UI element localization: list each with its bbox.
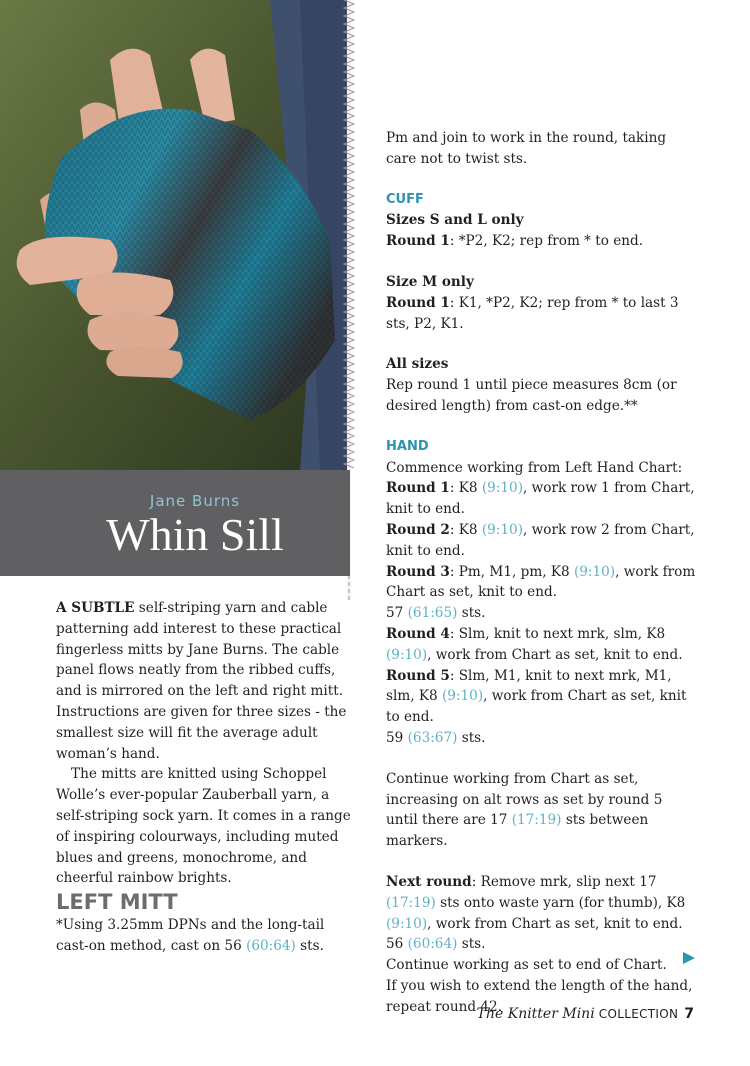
round-label: Round 5: [386, 667, 450, 684]
page-number: 7: [684, 1006, 694, 1022]
round-text: : Remove mrk, slip next 17: [471, 873, 657, 890]
count-sizes: (60:64): [407, 936, 458, 953]
left-mitt-heading: LEFT MITT: [56, 890, 178, 915]
count-text: sts.: [457, 605, 486, 622]
round-label: Round 1: [386, 233, 450, 250]
round-text: , work from Chart as set, knit to end.: [386, 688, 687, 726]
cuff-heading: CUFF: [386, 191, 424, 207]
continue-paragraph: [386, 769, 698, 852]
hand-round-2: [386, 520, 698, 562]
size-m: Size M only: [386, 273, 474, 290]
round-text: : Slm, knit to next mrk, slm, K8: [449, 625, 666, 642]
round-text: , work from Chart as set, knit to end.: [386, 563, 696, 601]
count-text: 57: [386, 605, 408, 622]
continue-arrow-icon: [682, 951, 696, 965]
cast-on-a: *Using 3.25mm DPNs and the long-tail cast-on method, cast on 56: [56, 917, 325, 954]
stitch-count-2: [386, 728, 698, 749]
round-label: Next round: [386, 873, 472, 890]
footer-magazine: The Knitter: [476, 1006, 558, 1022]
round-label: Round 2: [386, 521, 450, 538]
cast-on-c: sts.: [295, 937, 324, 954]
cuff-round-1: [386, 231, 698, 252]
round-label: Round 1: [386, 294, 450, 311]
stitch-count-1: [386, 603, 698, 624]
hand-heading: HAND: [386, 438, 429, 454]
intro-column: [56, 598, 356, 957]
hero-photo: [0, 0, 350, 470]
round-text: : *P2, K2; rep from * to end.: [449, 233, 644, 250]
round-sizes: (9:10): [386, 646, 428, 663]
round-sizes: (9:10): [481, 480, 523, 497]
hand-round-4: [386, 624, 698, 666]
count-sizes: (63:67): [407, 729, 458, 746]
round-text: : K8: [449, 480, 482, 497]
page-footer: [477, 1006, 694, 1022]
cast-on-text: [56, 915, 356, 957]
sizes-s-l-label: [386, 210, 698, 231]
stitch-count-3: [386, 934, 698, 955]
size-m-label: [386, 272, 698, 293]
join-text: Pm and join to work in the round, taking care not to twist sts.: [386, 130, 667, 167]
hand-round-5: [386, 666, 698, 728]
intro-paragraph: [56, 598, 356, 764]
round-sizes: (9:10): [573, 563, 616, 580]
round-text: , work row 2 from Chart, knit to end.: [386, 521, 695, 559]
intro-paragraph-2: The mitts are knitted using Schoppel Wolle’s ever-popular Zauberball yarn, a self-striping sock yarn. It comes in a range of inspiring colourways, including muted blues and greens, monochrome, and cheerful rainbow brights.: [56, 766, 351, 887]
count-text: sts.: [457, 729, 486, 746]
round-label: Round 3: [386, 563, 450, 580]
hand-intro: Commence working from Left Hand Chart:: [386, 459, 683, 476]
footer-mini: Mini: [557, 1006, 595, 1022]
continue-text: Continue working from Chart as set, increasing on alt rows as set by round 5 until there are 17: [386, 770, 663, 829]
count-text: 56: [386, 936, 408, 953]
cast-on-sizes: (60:64): [246, 937, 296, 954]
page-title: Whin Sill: [106, 509, 284, 560]
continue-sizes: (17:19): [511, 812, 562, 829]
round-sizes: (9:10): [481, 521, 523, 538]
hand-round-3: [386, 562, 698, 604]
extend-note: If you wish to extend the length of the hand, repeat round 42.: [386, 977, 693, 1015]
round-sizes: (9:10): [386, 915, 428, 932]
cuff-round-1-m: [386, 293, 698, 335]
all-sizes-label: [386, 354, 698, 375]
round-sizes: (9:10): [441, 688, 484, 705]
round-text: : K8: [449, 521, 482, 538]
lead-caps: A SUBTLE: [56, 600, 135, 616]
next-round: [386, 872, 698, 934]
continue-to-end: Continue working as set to end of Chart.: [386, 957, 667, 974]
author: Jane Burns: [149, 492, 241, 510]
round-sizes: (17:19): [386, 894, 436, 911]
hand-round-1: [386, 478, 698, 520]
count-text: sts.: [457, 936, 486, 953]
round-text: : K1, *P2, K2; rep from * to last 3 sts, P2, K1.: [386, 294, 679, 332]
round-label: Round 1: [386, 480, 450, 497]
intro-text: self-striping yarn and cable patterning add interest to these practical fingerless mitts by Jane Burns. The cable panel flows neatly from the ribbed cuffs, and is mirrored on the left and right mitt. Instructions are given for three sizes - the smallest size will fit the average adult woman’s hand.: [56, 600, 347, 762]
count-sizes: (61:65): [407, 605, 458, 622]
instructions-column: [386, 128, 698, 1017]
round-text: , work from Chart as set, knit to end.: [427, 915, 683, 932]
sizes-s-l: Sizes S and L only: [386, 212, 524, 229]
round-text: : Pm, M1, pm, K8: [449, 563, 574, 580]
round-text: : Slm, M1, knit to next mrk, M1, slm, K8: [386, 667, 672, 705]
round-text: sts onto waste yarn (for thumb), K8: [435, 894, 686, 911]
count-text: 59: [386, 729, 408, 746]
round-label: Round 4: [386, 625, 450, 642]
round-text: , work row 1 from Chart, knit to end.: [386, 480, 695, 518]
cuff-rep-text: Rep round 1 until piece measures 8cm (or desired length) from cast-on edge.**: [386, 377, 677, 414]
mitts-illustration: [0, 0, 350, 470]
round-text: , work from Chart as set, knit to end.: [427, 646, 683, 663]
continue-text: sts between markers.: [386, 812, 649, 850]
footer-collection: COLLECTION: [594, 1007, 679, 1021]
all-sizes: All sizes: [386, 356, 449, 373]
